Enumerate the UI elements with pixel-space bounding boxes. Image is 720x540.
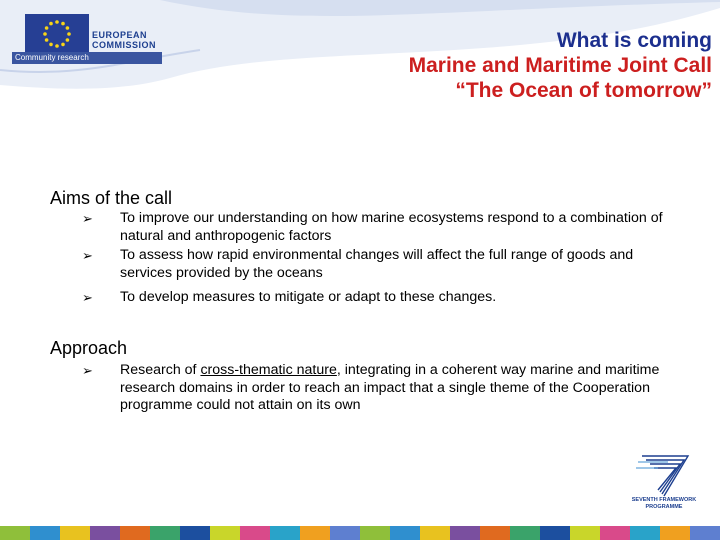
footer-color-segment (600, 526, 630, 540)
aims-item-text: To develop measures to mitigate or adapt to these changes. (120, 289, 497, 306)
logo-wordmark (92, 30, 156, 50)
approach-list (82, 362, 682, 415)
logo-subtitle: Community research (15, 53, 89, 62)
logo-line1: EUROPEAN (92, 30, 148, 40)
footer-color-segment (30, 526, 60, 540)
footer-color-segment (120, 526, 150, 540)
eu-flag-icon (25, 14, 89, 54)
footer-color-segment (300, 526, 330, 540)
footer-color-segment (60, 526, 90, 540)
footer-color-segment (90, 526, 120, 540)
aims-heading: Aims of the call (50, 188, 173, 208)
arrow-bullet-icon: ➢ (82, 363, 93, 378)
fp7-logo-text (625, 497, 703, 511)
approach-item-underlined: cross-thematic nature (200, 362, 337, 378)
footer-color-segment (690, 526, 720, 540)
footer-color-segment (420, 526, 450, 540)
footer-color-segment (150, 526, 180, 540)
footer-color-segment (270, 526, 300, 540)
approach-item-prefix: Research of (120, 362, 201, 378)
footer-color-segment (570, 526, 600, 540)
footer-color-segment (390, 526, 420, 540)
approach-item-suffix: , integrating in a coherent way marine and maritime research domains in order to reach an impact that a single theme of the Cooperation programme could not attain on its own (120, 362, 660, 414)
footer-color-segment (540, 526, 570, 540)
footer-color-segment (240, 526, 270, 540)
aims-item-text: To improve our understanding on how marine ecosystems respond to a combination of natural and anthropogenic factors (120, 210, 663, 244)
list-item (82, 247, 682, 282)
footer-color-segment (210, 526, 240, 540)
footer-color-segment (480, 526, 510, 540)
list-item (82, 362, 682, 415)
title-line-1: What is coming (556, 29, 712, 52)
footer-color-segment (630, 526, 660, 540)
fp7-line2: PROGRAMME (645, 504, 683, 510)
arrow-bullet-icon: ➢ (82, 248, 93, 264)
footer-color-strip (0, 526, 720, 540)
arrow-bullet-icon: ➢ (82, 290, 93, 306)
footer-color-segment (360, 526, 390, 540)
approach-heading: Approach (50, 338, 128, 358)
footer-color-segment (450, 526, 480, 540)
aims-list (82, 210, 682, 307)
arrow-bullet-icon: ➢ (82, 211, 93, 226)
aims-item-text: To assess how rapid environmental changes will affect the full range of goods and services provided by the oceans (120, 247, 634, 281)
slide-title (409, 28, 712, 103)
footer-color-segment (660, 526, 690, 540)
footer-color-segment (180, 526, 210, 540)
list-item (82, 289, 682, 307)
fp7-line1: SEVENTH FRAMEWORK (631, 497, 697, 503)
title-line-3: “The Ocean of tomorrow” (455, 79, 712, 102)
footer-color-segment (0, 526, 30, 540)
footer-color-segment (510, 526, 540, 540)
logo-line2: COMMISSION (92, 40, 157, 50)
title-line-2: Marine and Maritime Joint Call (408, 54, 712, 77)
list-item (82, 210, 682, 245)
footer-color-segment (330, 526, 360, 540)
